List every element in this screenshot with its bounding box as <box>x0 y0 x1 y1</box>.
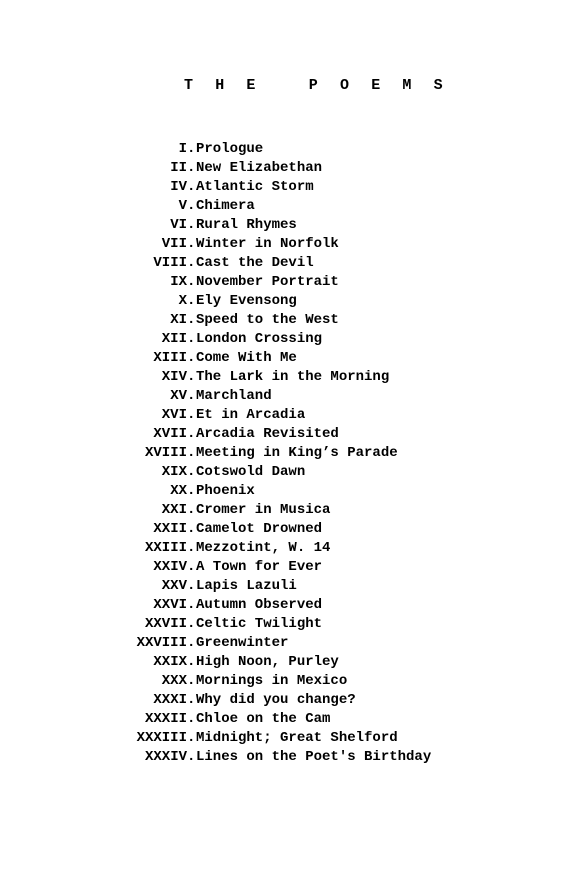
poem-title: Greenwinter <box>196 635 289 651</box>
numeral-period: . <box>187 350 196 366</box>
poem-numeral: VI <box>170 217 187 233</box>
poem-numeral: XXXIII <box>136 730 187 746</box>
numeral-period: . <box>187 464 196 480</box>
numeral-period: . <box>187 274 196 290</box>
contents-entry <box>110 216 431 235</box>
poem-numeral: V <box>178 198 187 214</box>
poem-numeral: XXII <box>153 521 187 537</box>
contents-entry <box>110 691 431 710</box>
numeral-period: . <box>187 255 196 271</box>
contents-entry <box>110 406 431 425</box>
contents-entry <box>110 748 431 767</box>
poem-title: Celtic Twilight <box>196 616 323 632</box>
numeral-period: . <box>187 483 196 499</box>
numeral-period: . <box>187 312 196 328</box>
contents-entry <box>110 710 431 729</box>
numeral-period: . <box>187 540 196 556</box>
numeral-period: . <box>187 198 196 214</box>
numeral-period: . <box>187 616 196 632</box>
poem-title: Lines on the Poet's Birthday <box>196 749 432 765</box>
contents-entry <box>110 482 431 501</box>
numeral-period: . <box>187 730 196 746</box>
contents-entry <box>110 159 431 178</box>
poem-title: November Portrait <box>196 274 339 290</box>
poem-numeral: IX <box>170 274 187 290</box>
contents-entry <box>110 425 431 444</box>
poem-title: Midnight; Great Shelford <box>196 730 398 746</box>
poem-numeral: XIX <box>161 464 187 480</box>
numeral-period: . <box>187 388 196 404</box>
contents-entry <box>110 197 431 216</box>
contents-entry <box>110 178 431 197</box>
numeral-period: . <box>187 331 196 347</box>
poem-numeral: X <box>178 293 187 309</box>
contents-entry <box>110 311 431 330</box>
poem-numeral: XXVII <box>144 616 187 632</box>
poem-title: New Elizabethan <box>196 160 323 176</box>
poem-numeral: VII <box>161 236 187 252</box>
numeral-period: . <box>187 369 196 385</box>
poem-title: Mezzotint, W. 14 <box>196 540 331 556</box>
contents-entry <box>110 520 431 539</box>
poem-title: Cromer in Musica <box>196 502 331 518</box>
poem-title: Autumn Observed <box>196 597 323 613</box>
poem-title: Ely Evensong <box>196 293 297 309</box>
poem-numeral: XVIII <box>144 445 187 461</box>
contents-entry <box>110 634 431 653</box>
numeral-period: . <box>187 445 196 461</box>
contents-entry <box>110 672 431 691</box>
poem-title: Marchland <box>196 388 272 404</box>
poem-title: Cotswold Dawn <box>196 464 306 480</box>
contents-entry <box>110 330 431 349</box>
contents-entry <box>110 349 431 368</box>
poem-numeral: XX <box>170 483 187 499</box>
poem-title: Mornings in Mexico <box>196 673 348 689</box>
contents-entry <box>110 463 431 482</box>
poem-numeral: IV <box>170 179 187 195</box>
numeral-period: . <box>187 578 196 594</box>
poem-title: Rural Rhymes <box>196 217 297 233</box>
poem-numeral: XXXIV <box>144 749 187 765</box>
contents-entry <box>110 273 431 292</box>
poem-numeral: XV <box>170 388 187 404</box>
numeral-period: . <box>187 160 196 176</box>
poem-numeral: XXVI <box>153 597 187 613</box>
contents-entry <box>110 729 431 748</box>
poem-numeral: XII <box>161 331 187 347</box>
contents-list <box>110 140 431 767</box>
poem-numeral: XIII <box>153 350 187 366</box>
contents-entry <box>110 539 431 558</box>
numeral-period: . <box>187 559 196 575</box>
numeral-period: . <box>187 654 196 670</box>
poem-title: The Lark in the Morning <box>196 369 390 385</box>
poem-numeral: XXVIII <box>136 635 187 651</box>
numeral-period: . <box>187 635 196 651</box>
poem-numeral: XVI <box>161 407 187 423</box>
contents-entry <box>110 292 431 311</box>
numeral-period: . <box>187 749 196 765</box>
poem-numeral: XXI <box>161 502 187 518</box>
contents-entry <box>110 444 431 463</box>
contents-entry <box>110 501 431 520</box>
contents-entry <box>110 558 431 577</box>
poem-title: London Crossing <box>196 331 323 347</box>
poem-numeral: XVII <box>153 426 187 442</box>
contents-entry <box>110 140 431 159</box>
poem-title: Meeting in King’s Parade <box>196 445 398 461</box>
numeral-period: . <box>187 217 196 233</box>
poem-numeral: XIV <box>161 369 187 385</box>
poem-title: Chloe on the Cam <box>196 711 331 727</box>
contents-entry <box>110 254 431 273</box>
poem-numeral: XXIX <box>153 654 187 670</box>
poem-numeral: XXXII <box>144 711 187 727</box>
poem-numeral: XXIII <box>144 540 187 556</box>
poem-title: Prologue <box>196 141 264 157</box>
numeral-period: . <box>187 673 196 689</box>
numeral-period: . <box>187 426 196 442</box>
numeral-period: . <box>187 407 196 423</box>
poem-title: Come With Me <box>196 350 297 366</box>
poem-title: Et in Arcadia <box>196 407 306 423</box>
contents-entry <box>110 596 431 615</box>
poem-numeral: II <box>170 160 187 176</box>
numeral-period: . <box>187 692 196 708</box>
numeral-period: . <box>187 597 196 613</box>
contents-entry <box>110 615 431 634</box>
poem-title: Chimera <box>196 198 255 214</box>
poem-title: Why did you change? <box>196 692 356 708</box>
numeral-period: . <box>187 711 196 727</box>
numeral-period: . <box>187 521 196 537</box>
numeral-period: . <box>187 502 196 518</box>
poem-title: Lapis Lazuli <box>196 578 297 594</box>
poem-title: Arcadia Revisited <box>196 426 339 442</box>
page-title: T H E P O E M S <box>184 77 450 94</box>
numeral-period: . <box>187 141 196 157</box>
poem-numeral: XXX <box>161 673 187 689</box>
poem-title: Cast the Devil <box>196 255 314 271</box>
poem-title: Speed to the West <box>196 312 339 328</box>
poem-numeral: XXXI <box>153 692 187 708</box>
numeral-period: . <box>187 293 196 309</box>
poem-title: Camelot Drowned <box>196 521 323 537</box>
poem-title: Phoenix <box>196 483 255 499</box>
contents-entry <box>110 653 431 672</box>
poem-title: A Town for Ever <box>196 559 323 575</box>
numeral-period: . <box>187 236 196 252</box>
contents-entry <box>110 368 431 387</box>
poem-title: Atlantic Storm <box>196 179 314 195</box>
numeral-period: . <box>187 179 196 195</box>
contents-entry <box>110 577 431 596</box>
poem-numeral: VIII <box>153 255 187 271</box>
poem-title: Winter in Norfolk <box>196 236 339 252</box>
poem-numeral: XXV <box>161 578 187 594</box>
poem-numeral: I <box>178 141 187 157</box>
poem-title: High Noon, Purley <box>196 654 339 670</box>
poem-numeral: XI <box>170 312 187 328</box>
contents-entry <box>110 387 431 406</box>
poem-numeral: XXIV <box>153 559 187 575</box>
contents-entry <box>110 235 431 254</box>
